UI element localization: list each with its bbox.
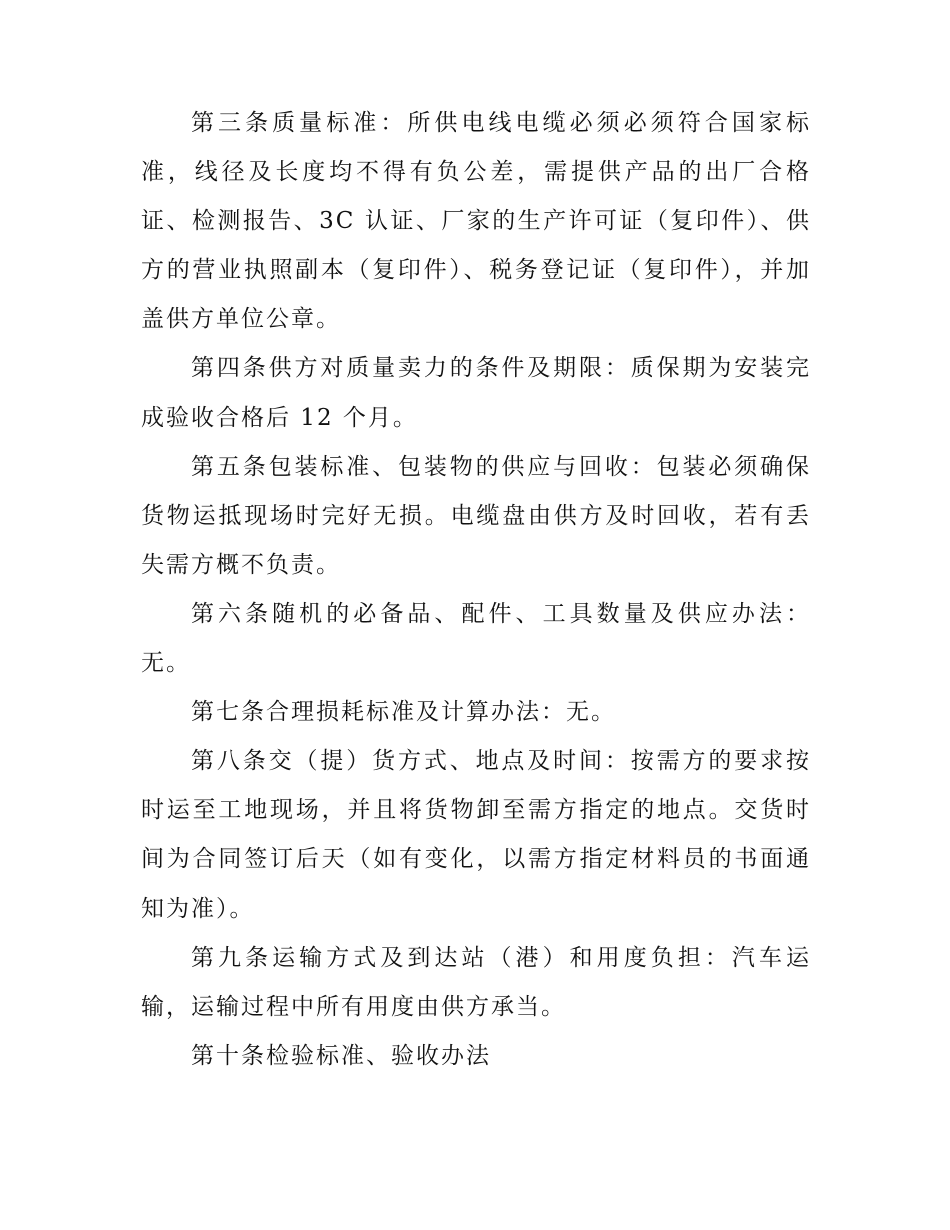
clause-4-warranty: 第四条供方对质量卖力的条件及期限：质保期为安装完成验收合格后 12 个月。 <box>141 355 811 431</box>
clause-6-accessories: 第六条随机的必备品、配件、工具数量及供应办法：无。 <box>141 600 811 677</box>
clause-9-transport: 第九条运输方式及到达站（港）和用度负担：汽车运输，运输过程中所有用度由供方承当。 <box>141 944 811 1020</box>
clause-10-inspection: 第十条检验标准、验收办法 <box>191 1042 491 1069</box>
clause-8-delivery: 第八条交（提）货方式、地点及时间：按需方的要求按时运至工地现场，并且将货物卸至需方指定的地点。交货时间为合同签订后天（如有变化，以需方指定材料员的书面通知为准）。 <box>141 748 811 922</box>
clause-3-quality-standard: 第三条质量标准：所供电线电缆必须必须符合国家标准，线径及长度均不得有负公差，需提供产品的出厂合格证、检测报告、3C 认证、厂家的生产许可证（复印件）、供方的营业执照副本（复印件）、税务登记证（复印件），并加盖供方单位公章。 <box>141 110 811 333</box>
clause-5-packaging: 第五条包装标准、包装物的供应与回收：包装必须确保货物运抵现场时完好无损。电缆盘由供方及时回收，若有丢失需方概不负责。 <box>141 453 811 578</box>
document-body <box>141 99 811 1081</box>
clause-7-loss-standard: 第七条合理损耗标准及计算办法：无。 <box>191 699 616 726</box>
